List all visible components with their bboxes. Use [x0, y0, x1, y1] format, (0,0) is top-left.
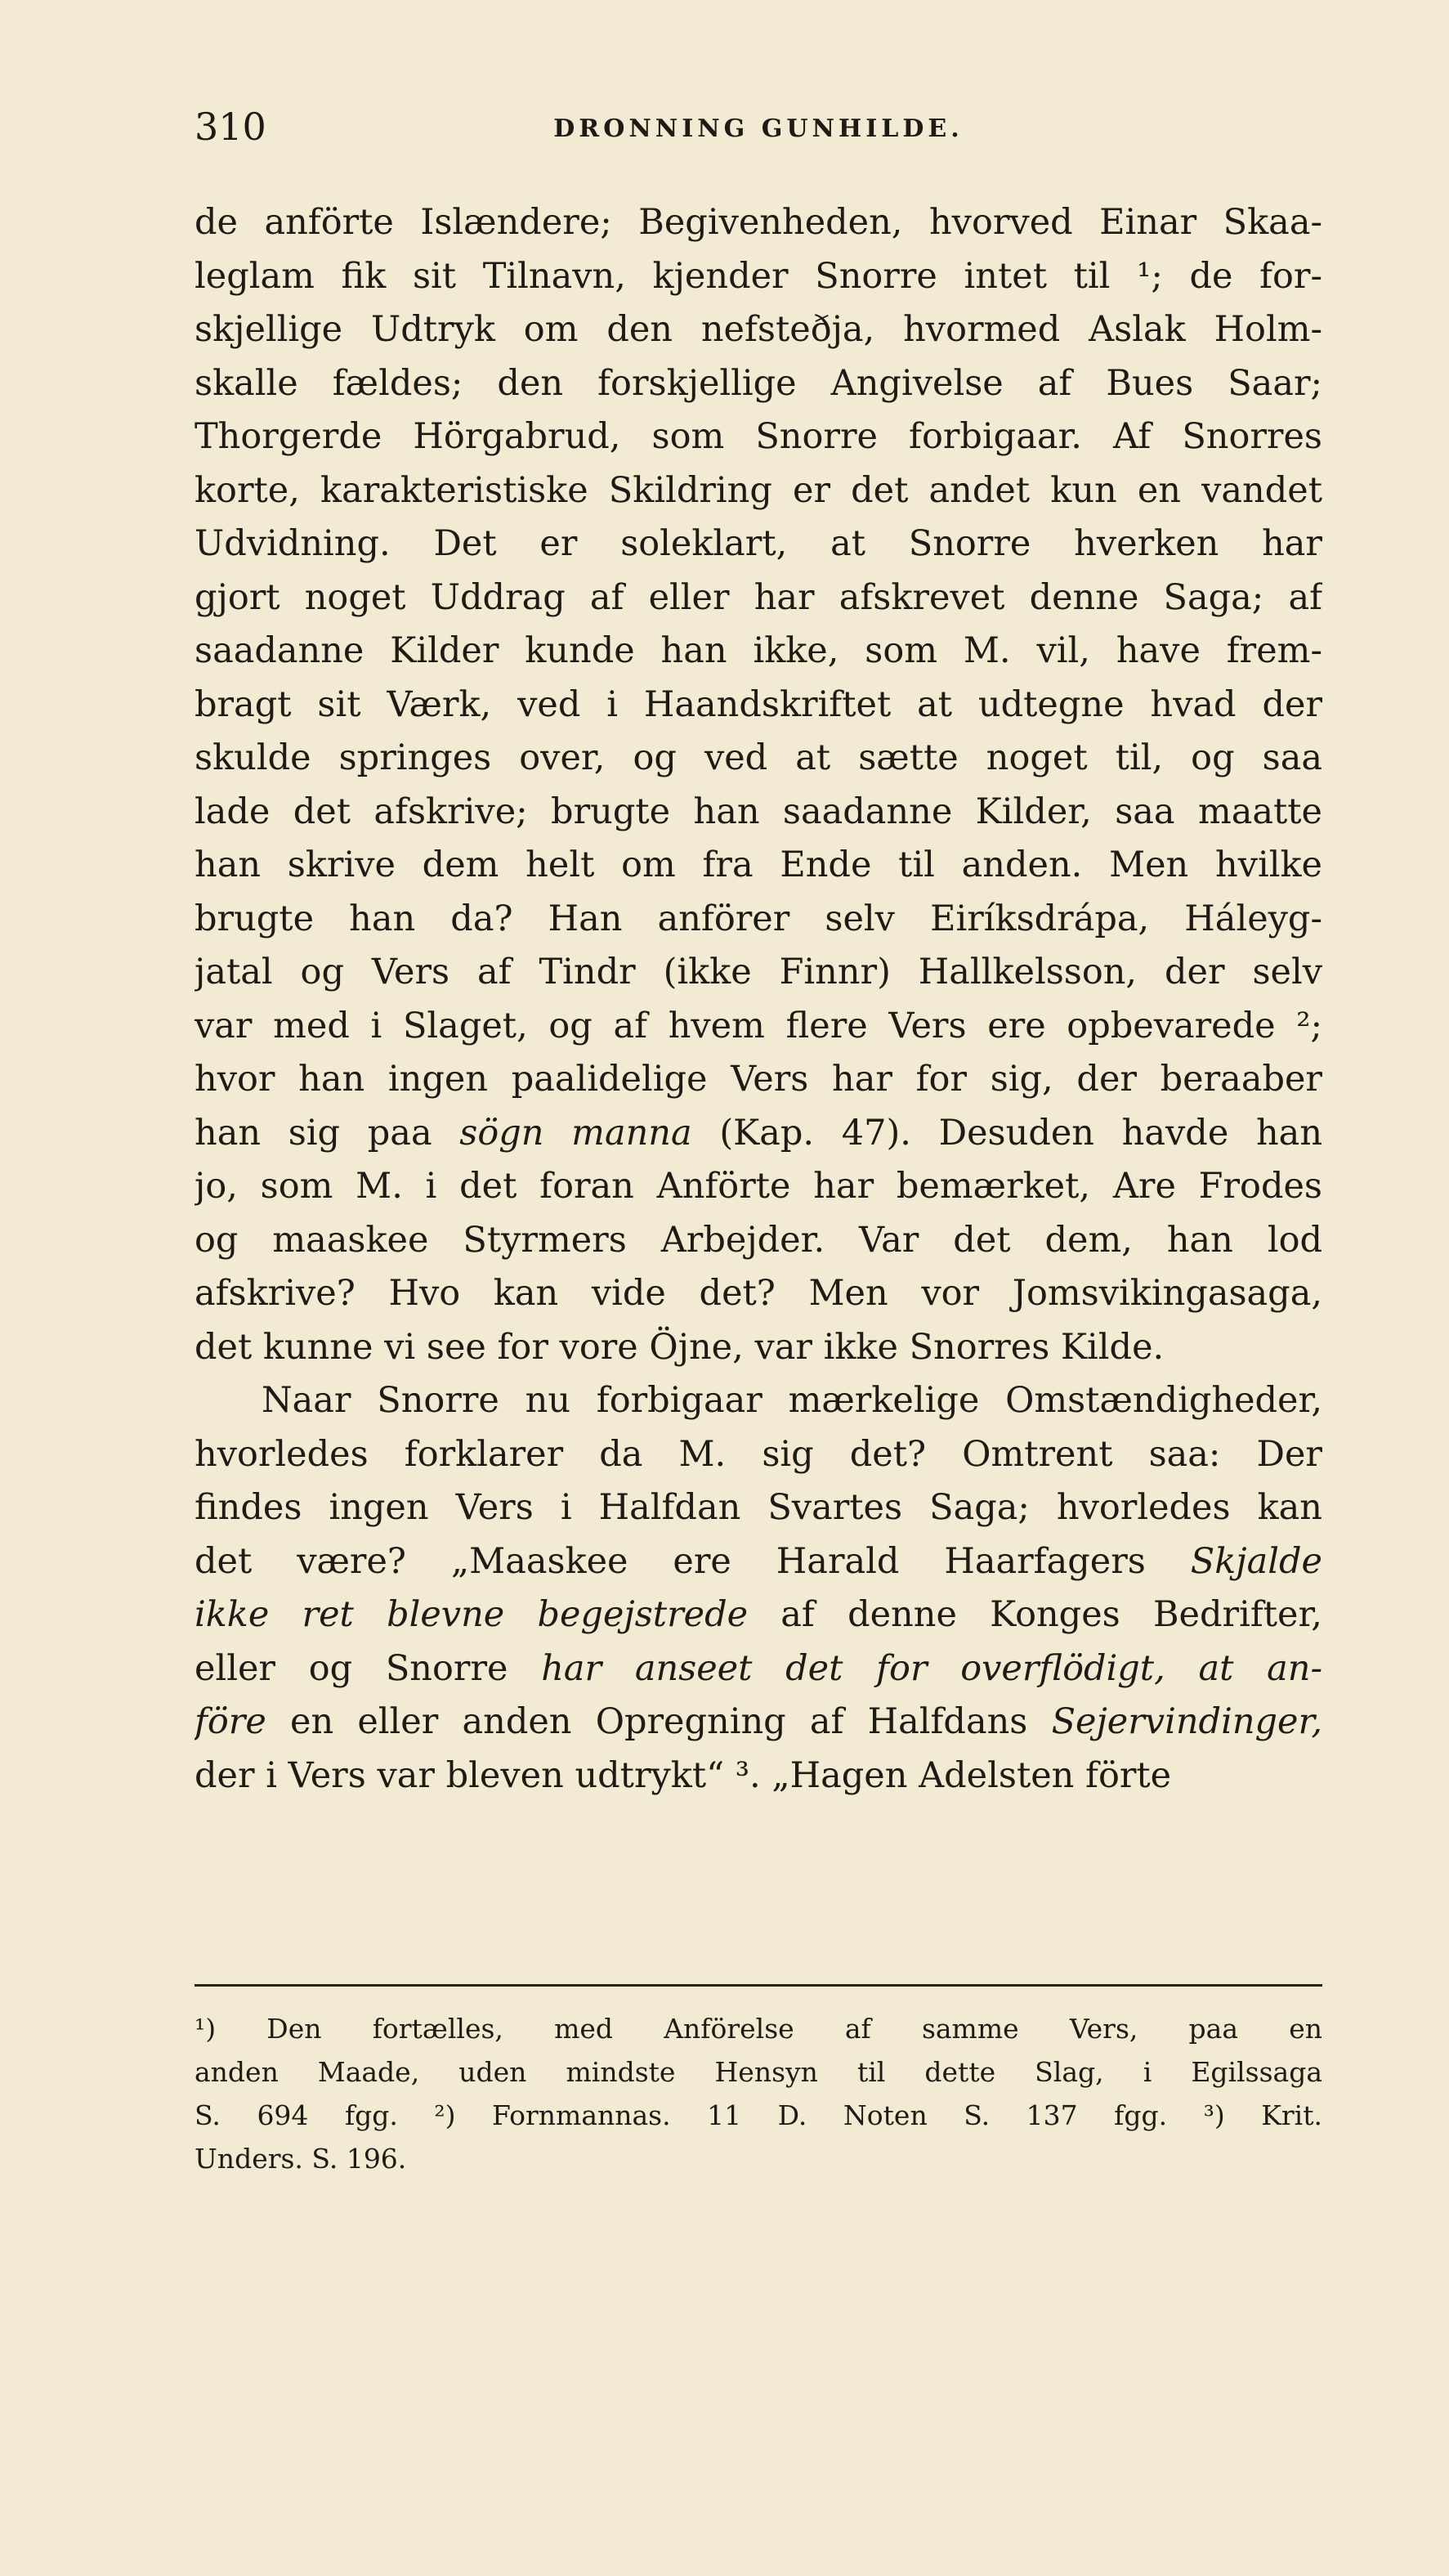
footnote-line: S. 694 fgg. ²) Fornmannas. 11 D. Noten S. 137 fgg. ³) Krit. — [195, 2099, 1322, 2131]
text-line: skulde springes over, og ved at sætte noget til, og saa — [195, 737, 1322, 778]
text-line: han skrive dem helt om fra Ende til anden. Men hvilke — [195, 844, 1322, 885]
running-title: DRONNING GUNHILDE. — [553, 114, 964, 143]
page-number: 310 — [195, 105, 266, 149]
text-line: jatal og Vers af Tindr (ikke Finnr) Hallkelsson, der selv — [195, 952, 1322, 992]
text-line — [195, 1696, 1322, 1749]
text-segment: han sig paa — [195, 1112, 432, 1154]
text-line: afskrive? Hvo kan vide det? Men vor Jomsvikingasaga, — [195, 1273, 1322, 1314]
italic-phrase: sögn manna — [459, 1112, 692, 1154]
text-line: lade det afskrive; brugte han saadanne Kilder, saa maatte — [195, 791, 1322, 832]
text-line — [195, 1588, 1322, 1642]
footnote-line: Unders. S. 196. — [195, 2143, 407, 2175]
footnote-line: anden Maade, uden mindste Hensyn til dette Slag, i Egilssaga — [195, 2056, 1322, 2088]
text-line: findes ingen Vers i Halfdan Svartes Saga; hvorledes kan — [195, 1487, 1322, 1528]
italic-phrase: Skjalde — [1190, 1540, 1322, 1582]
text-line: brugte han da? Han anförer selv Eiríksdrápa, Háleyg- — [195, 898, 1322, 939]
footnotes — [195, 2007, 1322, 2180]
text-line: Thorgerde Hörgabrud, som Snorre forbigaar. Af Snorres — [195, 416, 1322, 457]
text-line: korte, karakteristiske Skildring er det andet kun en vandet — [195, 469, 1322, 511]
text-line: bragt sit Værk, ved i Haandskriftet at udtegne hvad der — [195, 683, 1322, 725]
footnote-line: ¹) Den fortælles, med Anförelse af samme Vers, paa en — [195, 2013, 1322, 2045]
text-segment: det være? „Maaskee ere Harald Haarfagers — [195, 1540, 1146, 1582]
footnote-divider — [195, 1984, 1322, 1987]
text-line: Udvidning. Det er soleklart, at Snorre hverken har — [195, 523, 1322, 564]
text-line: og maaskee Styrmers Arbejder. Var det dem, han lod — [195, 1219, 1322, 1261]
italic-phrase: ikke ret blevne begejstrede — [195, 1594, 749, 1635]
text-segment: eller og Snorre — [195, 1647, 508, 1689]
text-line: gjort noget Uddrag af eller har afskrevet denne Saga; af — [195, 576, 1322, 618]
text-line: Naar Snorre nu forbigaar mærkelige Omstændigheder, — [262, 1380, 1322, 1421]
italic-phrase: Sejervindinger, — [1051, 1701, 1322, 1742]
text-line: skjellige Udtryk om den nefsteðja, hvormed Aslak Holm- — [195, 309, 1322, 350]
text-segment: (Kap. 47). Desuden havde han — [691, 1112, 1322, 1154]
text-line — [195, 1535, 1322, 1589]
text-line: jo, som M. i det foran Anförte har bemærket, Are Frodes — [195, 1166, 1322, 1207]
page-header — [195, 105, 1322, 154]
italic-phrase: har anseet det for overflödigt, at an- — [541, 1647, 1322, 1689]
text-line: saadanne Kilder kunde han ikke, som M. vil, have frem- — [195, 630, 1322, 671]
text-line — [195, 1107, 1322, 1161]
italic-phrase: före — [195, 1701, 266, 1742]
text-line: leglam fik sit Tilnavn, kjender Snorre intet til ¹; de for- — [195, 255, 1322, 297]
text-line: det kunne vi see for vore Öjne, var ikke Snorres Kilde. — [195, 1326, 1165, 1368]
text-line: skalle fældes; den forskjellige Angivelse af Bues Saar; — [195, 362, 1322, 404]
text-line — [195, 1642, 1322, 1696]
text-line: hvor han ingen paalidelige Vers har for sig, der beraaber — [195, 1059, 1322, 1100]
text-segment: af denne Konges Bedrifter, — [748, 1594, 1322, 1635]
text-line: der i Vers var bleven udtrykt“ ³. „Hagen Adelsten förte — [195, 1754, 1172, 1796]
text-line: var med i Slaget, og af hvem flere Vers ere opbevarede ²; — [195, 1005, 1322, 1046]
text-line: hvorledes forklarer da M. sig det? Omtrent saa: Der — [195, 1433, 1322, 1475]
text-line: de anförte Islændere; Begivenheden, hvorved Einar Skaa- — [195, 202, 1322, 243]
text-segment: en eller anden Opregning af Halfdans — [266, 1701, 1052, 1742]
body-text — [195, 196, 1322, 1803]
